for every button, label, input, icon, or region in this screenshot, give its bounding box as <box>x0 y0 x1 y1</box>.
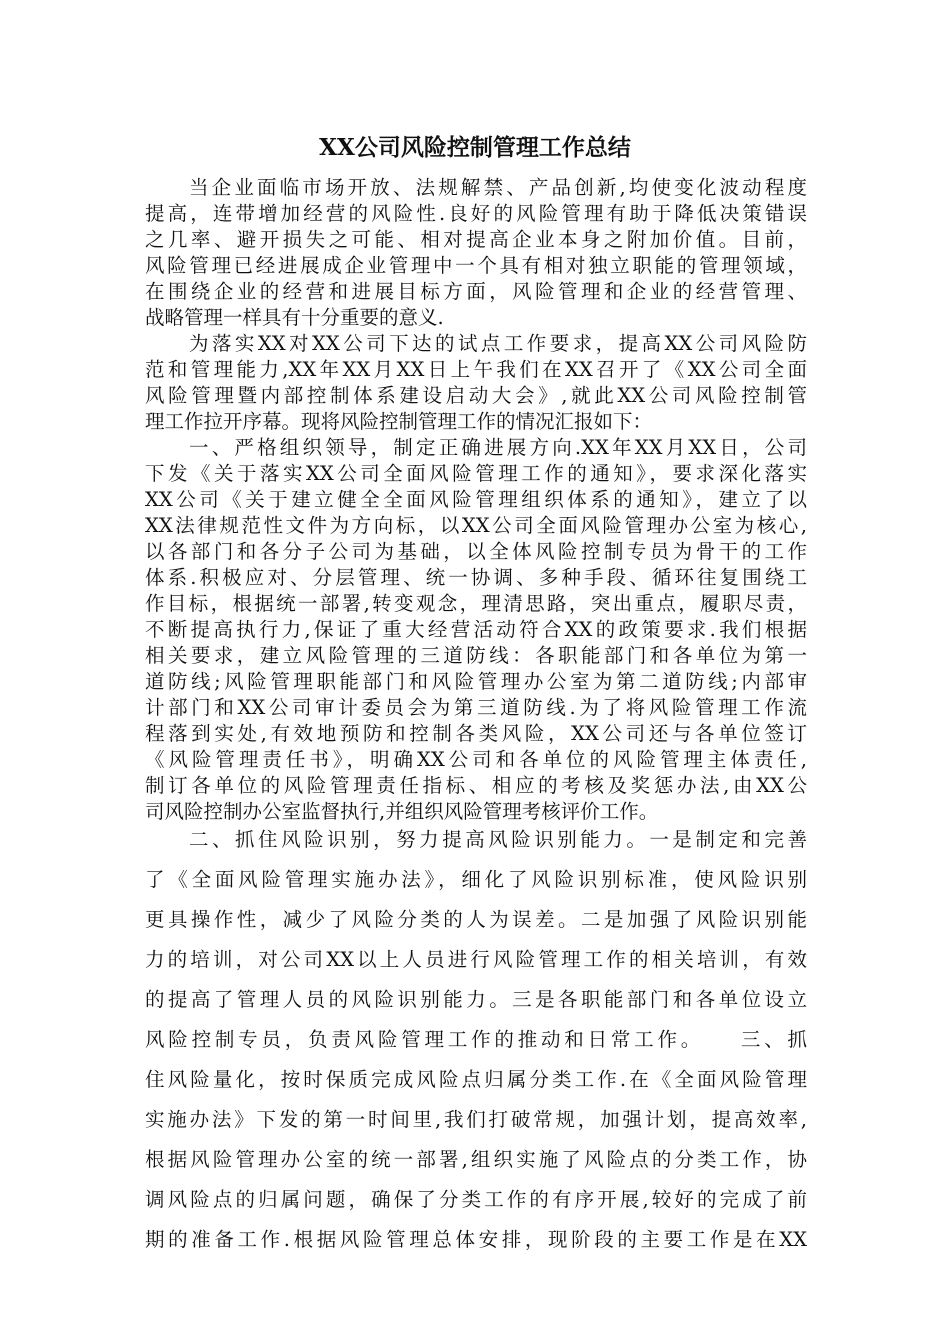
paragraph-line: 在围绕企业的经营和进展目标方面，风险管理和企业的经营管理、 <box>145 280 807 303</box>
paragraph-line: 二、抓住风险识别，努力提高风险识别能力。一是制定和完善 <box>189 828 807 851</box>
paragraph-line: 风险控制专员，负责风险管理工作的推动和日常工作。 三、抓 <box>145 1028 807 1051</box>
paragraph-line: 当企业面临市场开放、法规解禁、产品创新,均使变化波动程度 <box>189 176 807 199</box>
paragraph-line: 风险管理已经进展成企业管理中一个具有相对独立职能的管理领域， <box>145 254 807 277</box>
paragraph-line: 期的准备工作.根据风险管理总体安排，现阶段的主要工作是在XX <box>145 1228 807 1251</box>
paragraph-line: 不断提高执行力,保证了重大经营活动符合XX的政策要求.我们根据 <box>145 618 807 641</box>
paragraph-line: 制订各单位的风险管理责任指标、相应的考核及奖惩办法,由XX公 <box>145 774 807 797</box>
paragraph-line: 了《全面风险管理实施办法》，细化了风险识别标准，使风险识别 <box>145 868 807 891</box>
paragraph-line: 作目标，根据统一部署,转变观念，理清思路，突出重点，履职尽责， <box>145 592 807 615</box>
paragraph-line: 《风险管理责任书》，明确XX公司和各单位的风险管理主体责任, <box>145 748 807 771</box>
paragraph-line: 实施办法》下发的第一时间里,我们打破常规，加强计划，提高效率, <box>145 1108 807 1131</box>
paragraph-line: 战略管理一样具有十分重要的意义. <box>145 306 444 329</box>
paragraph-line: 范和管理能力,XX年XX月XX日上午我们在XX召开了《XX公司全面 <box>145 358 807 381</box>
paragraph-line: 更具操作性，减少了风险分类的人为误差。二是加强了风险识别能 <box>145 908 807 931</box>
paragraph-line: 之几率、避开损失之可能、相对提高企业本身之附加价值。目前， <box>145 228 807 251</box>
paragraph-line: 力的培训，对公司XX以上人员进行风险管理工作的相关培训，有效 <box>145 948 807 971</box>
paragraph-line: 以各部门和各分子公司为基础，以全体风险控制专员为骨干的工作 <box>145 540 807 563</box>
paragraph-line: 理工作拉开序幕。现将风险控制管理工作的情况汇报如下： <box>145 410 653 433</box>
paragraph-line: 下发《关于落实XX公司全面风险管理工作的通知》，要求深化落实 <box>145 462 807 485</box>
paragraph-line: 一、严格组织领导，制定正确进展方向.XX年XX月XX日，公司 <box>189 436 807 459</box>
paragraph-line: XX公司《关于建立健全全面风险管理组织体系的通知》，建立了以 <box>145 488 807 511</box>
paragraph-line: 的提高了管理人员的风险识别能力。三是各职能部门和各单位设立 <box>145 988 807 1011</box>
paragraph-line: 计部门和XX公司审计委员会为第三道防线.为了将风险管理工作流 <box>145 696 807 719</box>
paragraph-line: 风险管理暨内部控制体系建设启动大会》,就此XX公司风险控制管 <box>145 384 807 407</box>
paragraph-line: 司风险控制办公室监督执行,并组织风险管理考核评价工作。 <box>145 800 659 823</box>
document-title: XX公司风险控制管理工作总结 <box>319 134 631 161</box>
paragraph-line: 调风险点的归属问题，确保了分类工作的有序开展,较好的完成了前 <box>145 1188 807 1211</box>
paragraph-line: XX法律规范性文件为方向标，以XX公司全面风险管理办公室为核心, <box>145 514 807 537</box>
paragraph-line: 提高，连带增加经营的风险性.良好的风险管理有助于降低决策错误 <box>145 202 807 225</box>
paragraph-line: 道防线;风险管理职能部门和风险管理办公室为第二道防线;内部审 <box>145 670 807 693</box>
paragraph-line: 住风险量化，按时保质完成风险点归属分类工作.在《全面风险管理 <box>145 1068 807 1091</box>
paragraph-line: 体系.积极应对、分层管理、统一协调、多种手段、循环往复围绕工 <box>145 566 807 589</box>
paragraph-line: 为落实XX对XX公司下达的试点工作要求，提高XX公司风险防 <box>189 332 807 355</box>
paragraph-line: 相关要求，建立风险管理的三道防线：各职能部门和各单位为第一 <box>145 644 807 667</box>
paragraph-line: 程落到实处,有效地预防和控制各类风险，XX公司还与各单位签订 <box>145 722 807 745</box>
paragraph-line: 根据风险管理办公室的统一部署,组织实施了风险点的分类工作，协 <box>145 1148 807 1171</box>
